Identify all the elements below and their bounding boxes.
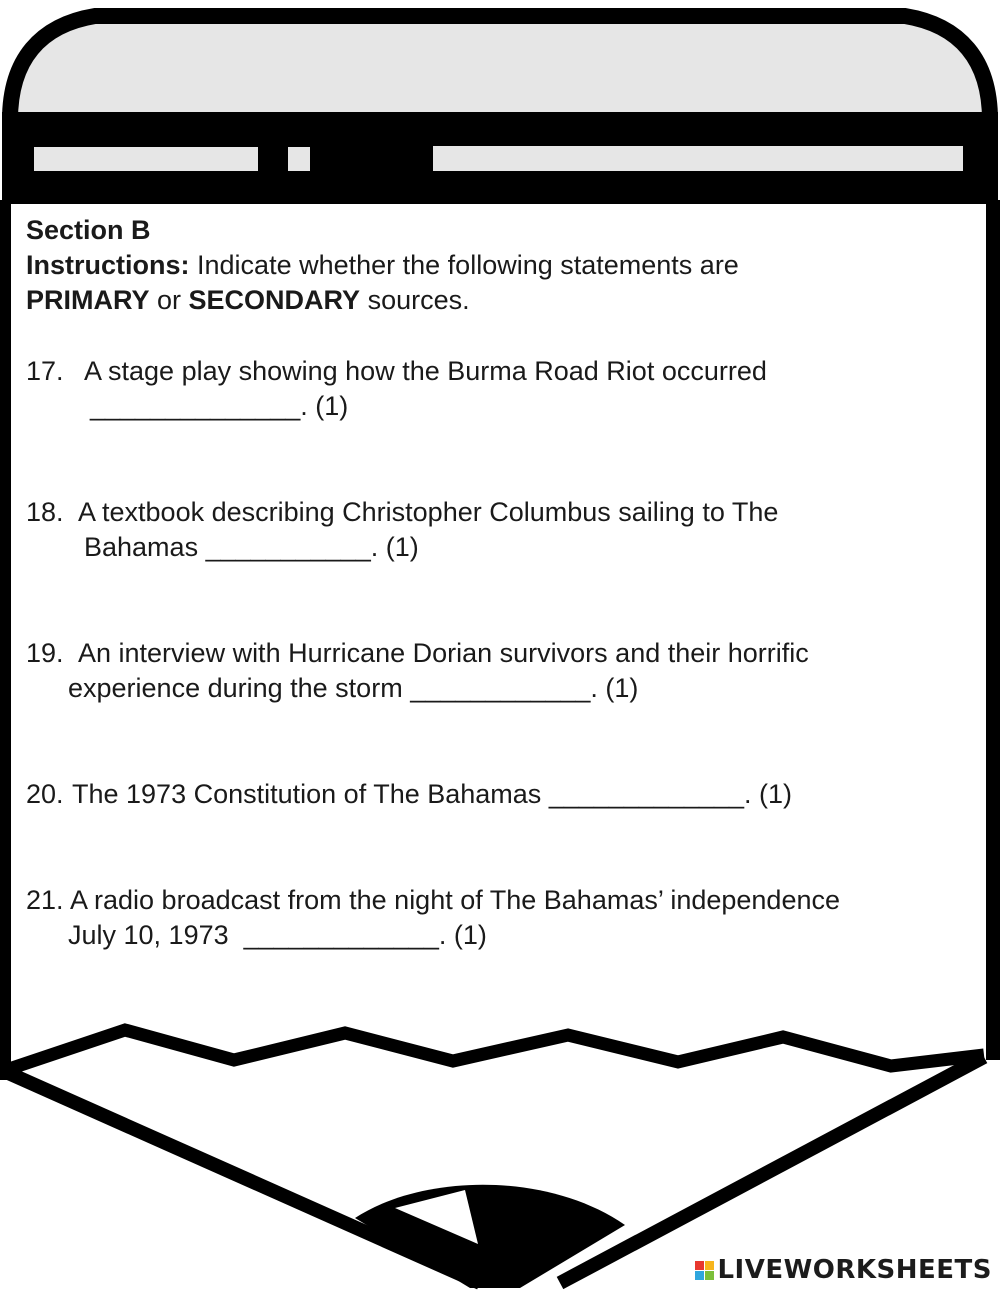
question-text-continued: experience during the storm — [68, 673, 411, 703]
question-number: 18. — [26, 497, 64, 527]
question-19 — [26, 636, 976, 706]
instructions-or: or — [149, 285, 189, 315]
primary-keyword: PRIMARY — [26, 285, 150, 315]
question-number: 20. — [26, 779, 64, 809]
pencil-body-right-edge — [986, 200, 1000, 1060]
pencil-taper-left — [6, 1072, 480, 1283]
ferrule-stripe-left — [34, 147, 258, 171]
question-marks: . (1) — [590, 673, 639, 703]
logo-block — [695, 1271, 704, 1280]
pencil-body-left-edge — [0, 200, 11, 1080]
answer-blank[interactable]: _____________ — [243, 920, 439, 950]
logo-blocks-icon — [695, 1261, 714, 1280]
instructions-label: Instructions: — [26, 250, 190, 280]
question-text: The 1973 Constitution of The Bahamas — [72, 779, 549, 809]
question-text-continued: July 10, 1973 — [68, 920, 244, 950]
instructions — [26, 248, 976, 318]
question-text: A radio broadcast from the night of The Bahamas’ independence — [70, 885, 841, 915]
question-20 — [26, 777, 976, 812]
logo-block — [705, 1261, 714, 1270]
instructions-sources: sources. — [360, 285, 470, 315]
worksheet-content — [26, 213, 976, 950]
question-text-continued: Bahamas — [84, 532, 206, 562]
logo-block — [695, 1261, 704, 1270]
question-21 — [26, 883, 976, 953]
answer-blank[interactable]: ______________ — [90, 391, 301, 421]
secondary-keyword: SECONDARY — [188, 285, 361, 315]
instructions-text: Indicate whether the following statements are — [189, 250, 739, 280]
question-marks: . (1) — [300, 391, 349, 421]
logo-block — [705, 1271, 714, 1280]
question-18 — [26, 495, 976, 565]
pencil-eraser — [10, 16, 990, 120]
logo-text: LIVEWORKSHEETS — [717, 1255, 992, 1285]
pencil-zigzag-divider — [6, 1030, 984, 1070]
answer-blank[interactable]: ___________ — [205, 532, 371, 562]
question-text: A textbook describing Christopher Columbus sailing to The — [78, 497, 779, 527]
question-17 — [26, 354, 976, 424]
pencil-taper-right — [560, 1057, 984, 1283]
question-marks: . (1) — [438, 920, 487, 950]
section-title: Section B — [26, 215, 151, 245]
liveworksheets-logo[interactable] — [695, 1255, 992, 1285]
question-marks: . (1) — [370, 532, 419, 562]
ferrule-stripe-small — [288, 147, 310, 171]
ferrule-stripe-right — [433, 146, 963, 171]
question-text: An interview with Hurricane Dorian survivors and their horrific — [78, 638, 809, 668]
question-text: A stage play showing how the Burma Road Riot occurred — [84, 356, 767, 386]
answer-blank[interactable]: _____________ — [548, 779, 745, 809]
question-number: 19. — [26, 638, 64, 668]
question-number: 17. — [26, 356, 64, 386]
answer-blank[interactable]: ____________ — [410, 673, 591, 703]
question-number: 21. — [26, 885, 64, 915]
question-marks: . (1) — [744, 779, 793, 809]
